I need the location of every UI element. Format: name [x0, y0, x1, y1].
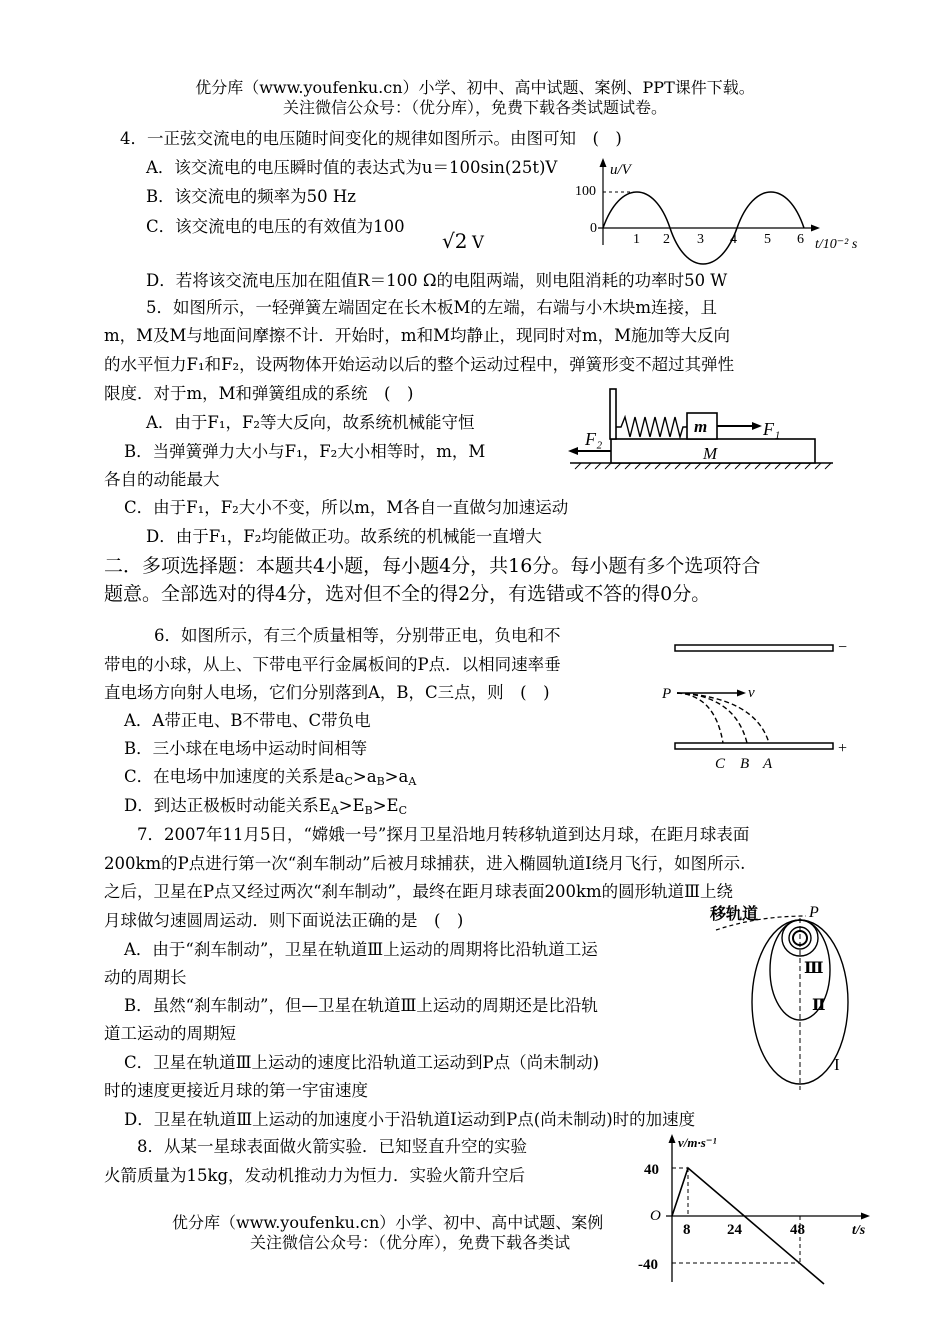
section2-line-2: 题意。全部选对的得4分，选对但不全的得2分，有选错或不答的得0分。: [104, 583, 711, 605]
force-F2-label: F₂: [585, 429, 603, 449]
board-M-label: M: [703, 444, 718, 463]
q7-line-2: 200km的P点进行第一次“刹车制动”后被月球捕获，进入椭圆轨道I绕月飞行，如图所示.: [104, 854, 746, 873]
q8-line-2: 火箭质量为15kg，发动机推动力为恒力．实验火箭升空后: [104, 1166, 526, 1185]
point-P-label: P: [662, 686, 672, 702]
q4-option-c: C．该交流电的电压的有效值为100: [146, 217, 405, 236]
q5-line-4: 限度．对于m，M和弹簧组成的系统 ( ): [104, 384, 414, 403]
q7-line-3: 之后，卫星在P点又经过两次“刹车制动”，最终在距月球表面200km的圆形轨道Ⅲ上绕: [104, 882, 734, 901]
ground-hatch: [575, 463, 831, 469]
q6-line-3: 直电场方向射人电场，它们分别落到A，B，C三点，则 ( ): [104, 683, 550, 702]
point-P-label: P: [809, 904, 819, 921]
q8-line-1: 8．从某一星球表面做火箭实验．已知竖直升空的实验: [137, 1137, 527, 1156]
q5-option-c: C．由于F₁，F₂大小不变，所以m，M各自一直做匀加速运动: [124, 498, 569, 517]
orbit-I-label: I: [834, 1055, 840, 1074]
orbit-II-label: Ⅱ: [812, 997, 826, 1014]
q6-capacitor-figure: [655, 635, 855, 775]
q4-option-a: A．该交流电的电压瞬时值的表达式为u＝100sin(25t)V: [146, 158, 558, 177]
header-line-2: 关注微信公众号：（优分库），免费下载各类试题试卷。: [282, 98, 667, 117]
trajectory-C: [677, 693, 723, 743]
footer-line-2: 关注微信公众号：（优分库），免费下载各类试: [250, 1233, 571, 1252]
q7-option-c-1: C．卫星在轨道Ⅲ上运动的速度比沿轨道工运动到P点（尚未制动): [124, 1053, 600, 1072]
q4-option-c-unit: V: [472, 233, 484, 252]
q5-option-b-2: 各自的动能最大: [104, 470, 220, 489]
y-tick-100: 100: [575, 184, 596, 199]
point-B-label: B: [740, 756, 750, 772]
velocity-arrow-head: [737, 690, 746, 697]
q7-option-d: D．卫星在轨道Ⅲ上运动的加速度小于沿轨道I运动到P点(尚未制动)时的加速度: [124, 1110, 696, 1129]
x-tick-6: 6: [797, 232, 804, 247]
x-tick-3: 3: [697, 232, 704, 247]
q7-option-a-2: 动的周期长: [104, 968, 187, 987]
block-m-label: m: [694, 417, 708, 436]
t-tick-24: 24: [727, 1222, 742, 1238]
x-tick-1: 1: [633, 232, 640, 247]
y-axis-label: u/V: [610, 162, 631, 178]
board-left-wall: [610, 389, 616, 439]
q4-sine-graph: [570, 155, 880, 255]
q7-option-b-2: 道工运动的周期短: [104, 1024, 236, 1043]
origin-label: 0: [590, 221, 597, 236]
header-line-1: 优分库（www.youfenku.cn）小学、初中、高中试题、案例、PPT课件下载。: [195, 78, 755, 97]
q7-orbit-figure: [708, 900, 858, 1095]
q5-option-d: D．由于F₁，F₂均能做正功。故系统的机械能一直增大: [146, 527, 542, 546]
section2-line-1: 二．多项选择题：本题共4小题，每小题4分，共16分。每小题有多个选项符合: [104, 555, 761, 577]
q6-option-d: D．到达正极板时动能关系$E_A>E_B>E_C$: [124, 796, 407, 817]
q4-stem: 4．一正弦交流电的电压随时间变化的规律如图所示。由图可知 ( ): [120, 129, 622, 148]
upper-plate: [675, 645, 833, 651]
q6-option-b: B．三小球在电场中运动时间相等: [124, 739, 368, 758]
trajectory-A: [677, 693, 769, 743]
graph-backdrop: [632, 1130, 882, 1288]
lower-plate-sign: +: [838, 740, 848, 757]
q7-line-4: 月球做匀速圆周运动．则下面说法正确的是 ( ): [104, 911, 464, 930]
force-F2-head: [568, 447, 578, 455]
q7-line-1: 7．2007年11月5日，“嫦娥一号”探月卫星沿地月转移轨道到达月球，在距月球表面: [137, 825, 750, 844]
q5-line-1: 5．如图所示，一轻弹簧左端固定在长木板M的左端，右端与小木块m连接，且: [146, 298, 718, 317]
force-F1-label: F₁: [763, 419, 781, 439]
q5-option-a: A．由于F₁，F₂等大反向，故系统机械能守恒: [146, 413, 475, 432]
q5-line-3: 的水平恒力F₁和F₂，设两物体开始运动以后的整个运动过程中，弹簧形变不超过其弹性: [104, 355, 735, 374]
t-tick-48: 48: [790, 1222, 805, 1238]
trajectory-B: [677, 693, 747, 743]
v-tick-neg40: -40: [638, 1257, 658, 1273]
x-tick-2: 2: [663, 232, 670, 247]
y-axis-arrow: [600, 158, 607, 167]
q4-option-b: B．该交流电的频率为50 Hz: [146, 187, 356, 206]
t-tick-8: 8: [683, 1222, 691, 1238]
q8-velocity-graph: [632, 1130, 882, 1288]
q6-line-2: 带电的小球，从上、下带电平行金属板间的P点．以相同速率垂: [104, 655, 561, 674]
t-axis-label: t/s: [852, 1223, 866, 1238]
force-F1-head: [752, 422, 762, 430]
transfer-orbit-label: 移轨道: [710, 906, 759, 923]
q4-option-d: D．若将该交流电压加在阻值R＝100 Ω的电阻两端，则电阻消耗的功率时50 W: [146, 271, 728, 290]
orbit-III-label: Ⅲ: [804, 960, 824, 977]
x-tick-5: 5: [764, 232, 771, 247]
v-tick-40: 40: [644, 1162, 659, 1178]
q5-spring-block-figure: [565, 385, 845, 475]
point-C-label: C: [715, 756, 726, 772]
q6-line-1: 6．如图所示，有三个质量相等，分别带正电，负电和不: [154, 626, 561, 645]
lower-plate: [675, 743, 833, 749]
x-tick-4: 4: [730, 232, 737, 247]
point-A-label: A: [763, 756, 773, 772]
v-axis-label: v/m·s⁻¹: [678, 1135, 717, 1150]
upper-plate-sign: −: [838, 639, 848, 656]
spring: [616, 417, 687, 437]
q6-option-a: A．A带正电、B不带电、C带负电: [124, 711, 371, 730]
origin-O: O: [650, 1208, 661, 1224]
q4-option-c-sqrt: √2: [442, 229, 468, 253]
x-axis-label: t/10⁻² s: [815, 237, 858, 252]
q7-option-c-2: 时的速度更接近月球的第一宇宙速度: [104, 1081, 368, 1100]
q6-option-c: C．在电场中加速度的关系是$a_C>a_B>a_A$: [124, 767, 417, 788]
q7-option-b-1: B．虽然“刹车制动”，但—卫星在轨道Ⅲ上运动的周期还是比沿轨: [124, 996, 598, 1015]
velocity-label: v: [748, 685, 755, 701]
q5-line-2: m，M及M与地面间摩擦不计．开始时，m和M均静止，现同时对m，M施加等大反向: [104, 326, 731, 345]
footer-line-1: 优分库（www.youfenku.cn）小学、初中、高中试题、案例: [172, 1213, 604, 1232]
q5-option-b-1: B．当弹簧弹力大小与F₁，F₂大小相等时，m，M: [124, 442, 486, 461]
x-axis-arrow: [811, 225, 820, 232]
q7-option-a-1: A．由于“刹车制动”，卫星在轨道Ⅲ上运动的周期将比沿轨道工运: [124, 940, 598, 959]
